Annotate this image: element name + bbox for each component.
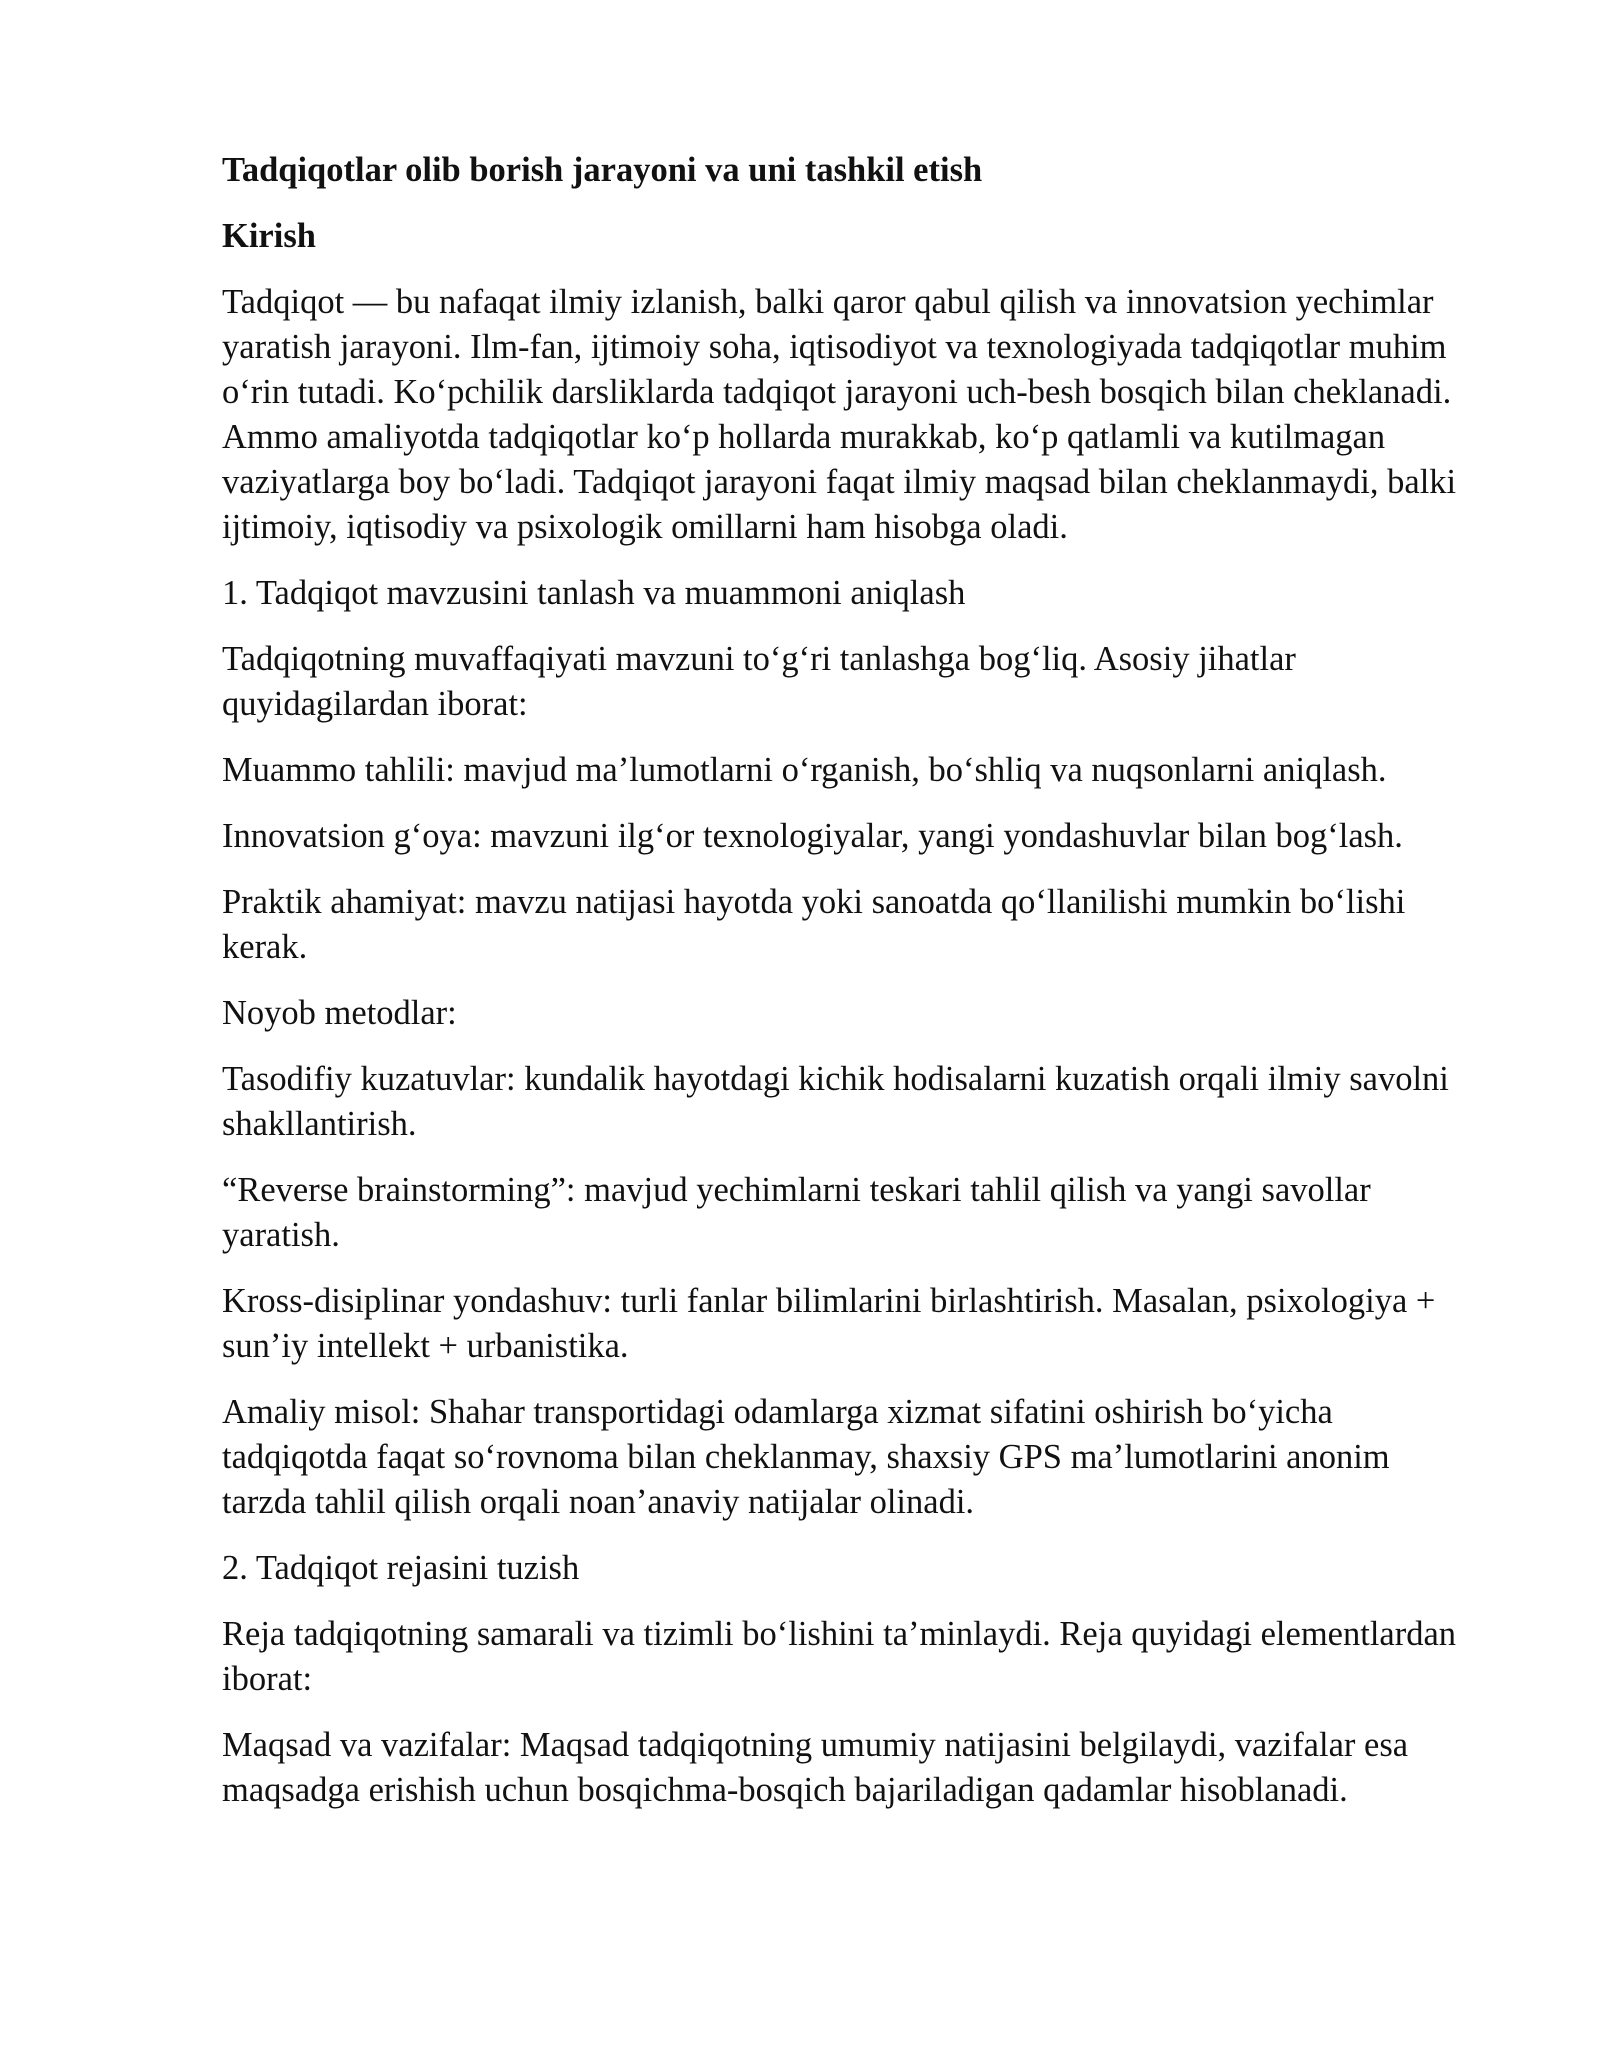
section1-point-innovative-idea: Innovatsion gʻoya: mavzuni ilgʻor texnologiyalar, yangi yondashuvlar bilan bogʻlash. — [222, 817, 1403, 855]
section1-point-problem-analysis: Muammo tahlili: mavjud maʼlumotlarni oʻrganish, boʻshliq va nuqsonlarni aniqlash. — [222, 751, 1387, 789]
methods-heading: Noyob metodlar: — [222, 994, 457, 1032]
practical-example: Amaliy misol: Shahar transportidagi odamlarga xizmat sifatini oshirish boʻyicha tadqiqotda faqat soʻrovnoma bilan cheklanmay, shaxsiy GPS maʼlumotlarini anonim tarzda tahlil qilish orqali noanʼanaviy natijalar olinadi. — [222, 1393, 1390, 1521]
intro-heading: Kirish — [222, 217, 316, 255]
section1-heading: 1. Tadqiqot mavzusini tanlash va muammoni aniqlash — [222, 574, 966, 612]
section2-heading: 2. Tadqiqot rejasini tuzish — [222, 1549, 580, 1587]
section1-point-practical-value: Praktik ahamiyat: mavzu natijasi hayotda yoki sanoatda qoʻllanilishi mumkin boʻlishi kerak. — [222, 883, 1406, 966]
document-page — [222, 148, 1482, 1834]
document-title: Tadqiqotlar olib borish jarayoni va uni tashkil etish — [222, 151, 983, 189]
section1-intro: Tadqiqotning muvaffaqiyati mavzuni toʻgʻri tanlashga bogʻliq. Asosiy jihatlar quyidagilardan iborat: — [222, 640, 1296, 723]
section2-point-goals-tasks: Maqsad va vazifalar: Maqsad tadqiqotning umumiy natijasini belgilaydi, vazifalar esa maqsadga erishish uchun bosqichma-bosqich bajariladigan qadamlar hisoblanadi. — [222, 1726, 1409, 1809]
intro-paragraph: Tadqiqot — bu nafaqat ilmiy izlanish, balki qaror qabul qilish va innovatsion yechimlar yaratish jarayoni. Ilm-fan, ijtimoiy soha, iqtisodiyot va texnologiyada tadqiqotlar muhim oʻrin tutadi. Koʻpchilik darsliklarda tadqiqot jarayoni uch-besh bosqich bilan cheklanadi. Ammo amaliyotda tadqiqotlar koʻp hollarda murakkab, koʻp qatlamli va kutilmagan vaziyatlarga boy boʻladi. Tadqiqot jarayoni faqat ilmiy maqsad bilan cheklanmaydi, balki ijtimoiy, iqtisodiy va psixologik omillarni ham hisobga oladi. — [222, 283, 1457, 546]
section2-intro: Reja tadqiqotning samarali va tizimli boʻlishini taʼminlaydi. Reja quyidagi elementlardan iborat: — [222, 1615, 1457, 1698]
method-random-observations: Tasodifiy kuzatuvlar: kundalik hayotdagi kichik hodisalarni kuzatish orqali ilmiy savolni shakllantirish. — [222, 1060, 1449, 1143]
method-cross-disciplinary: Kross-disiplinar yondashuv: turli fanlar bilimlarini birlashtirish. Masalan, psixologiya + sunʼiy intellekt + urbanistika. — [222, 1282, 1436, 1365]
method-reverse-brainstorming: “Reverse brainstorming”: mavjud yechimlarni teskari tahlil qilish va yangi savollar yaratish. — [222, 1171, 1371, 1254]
